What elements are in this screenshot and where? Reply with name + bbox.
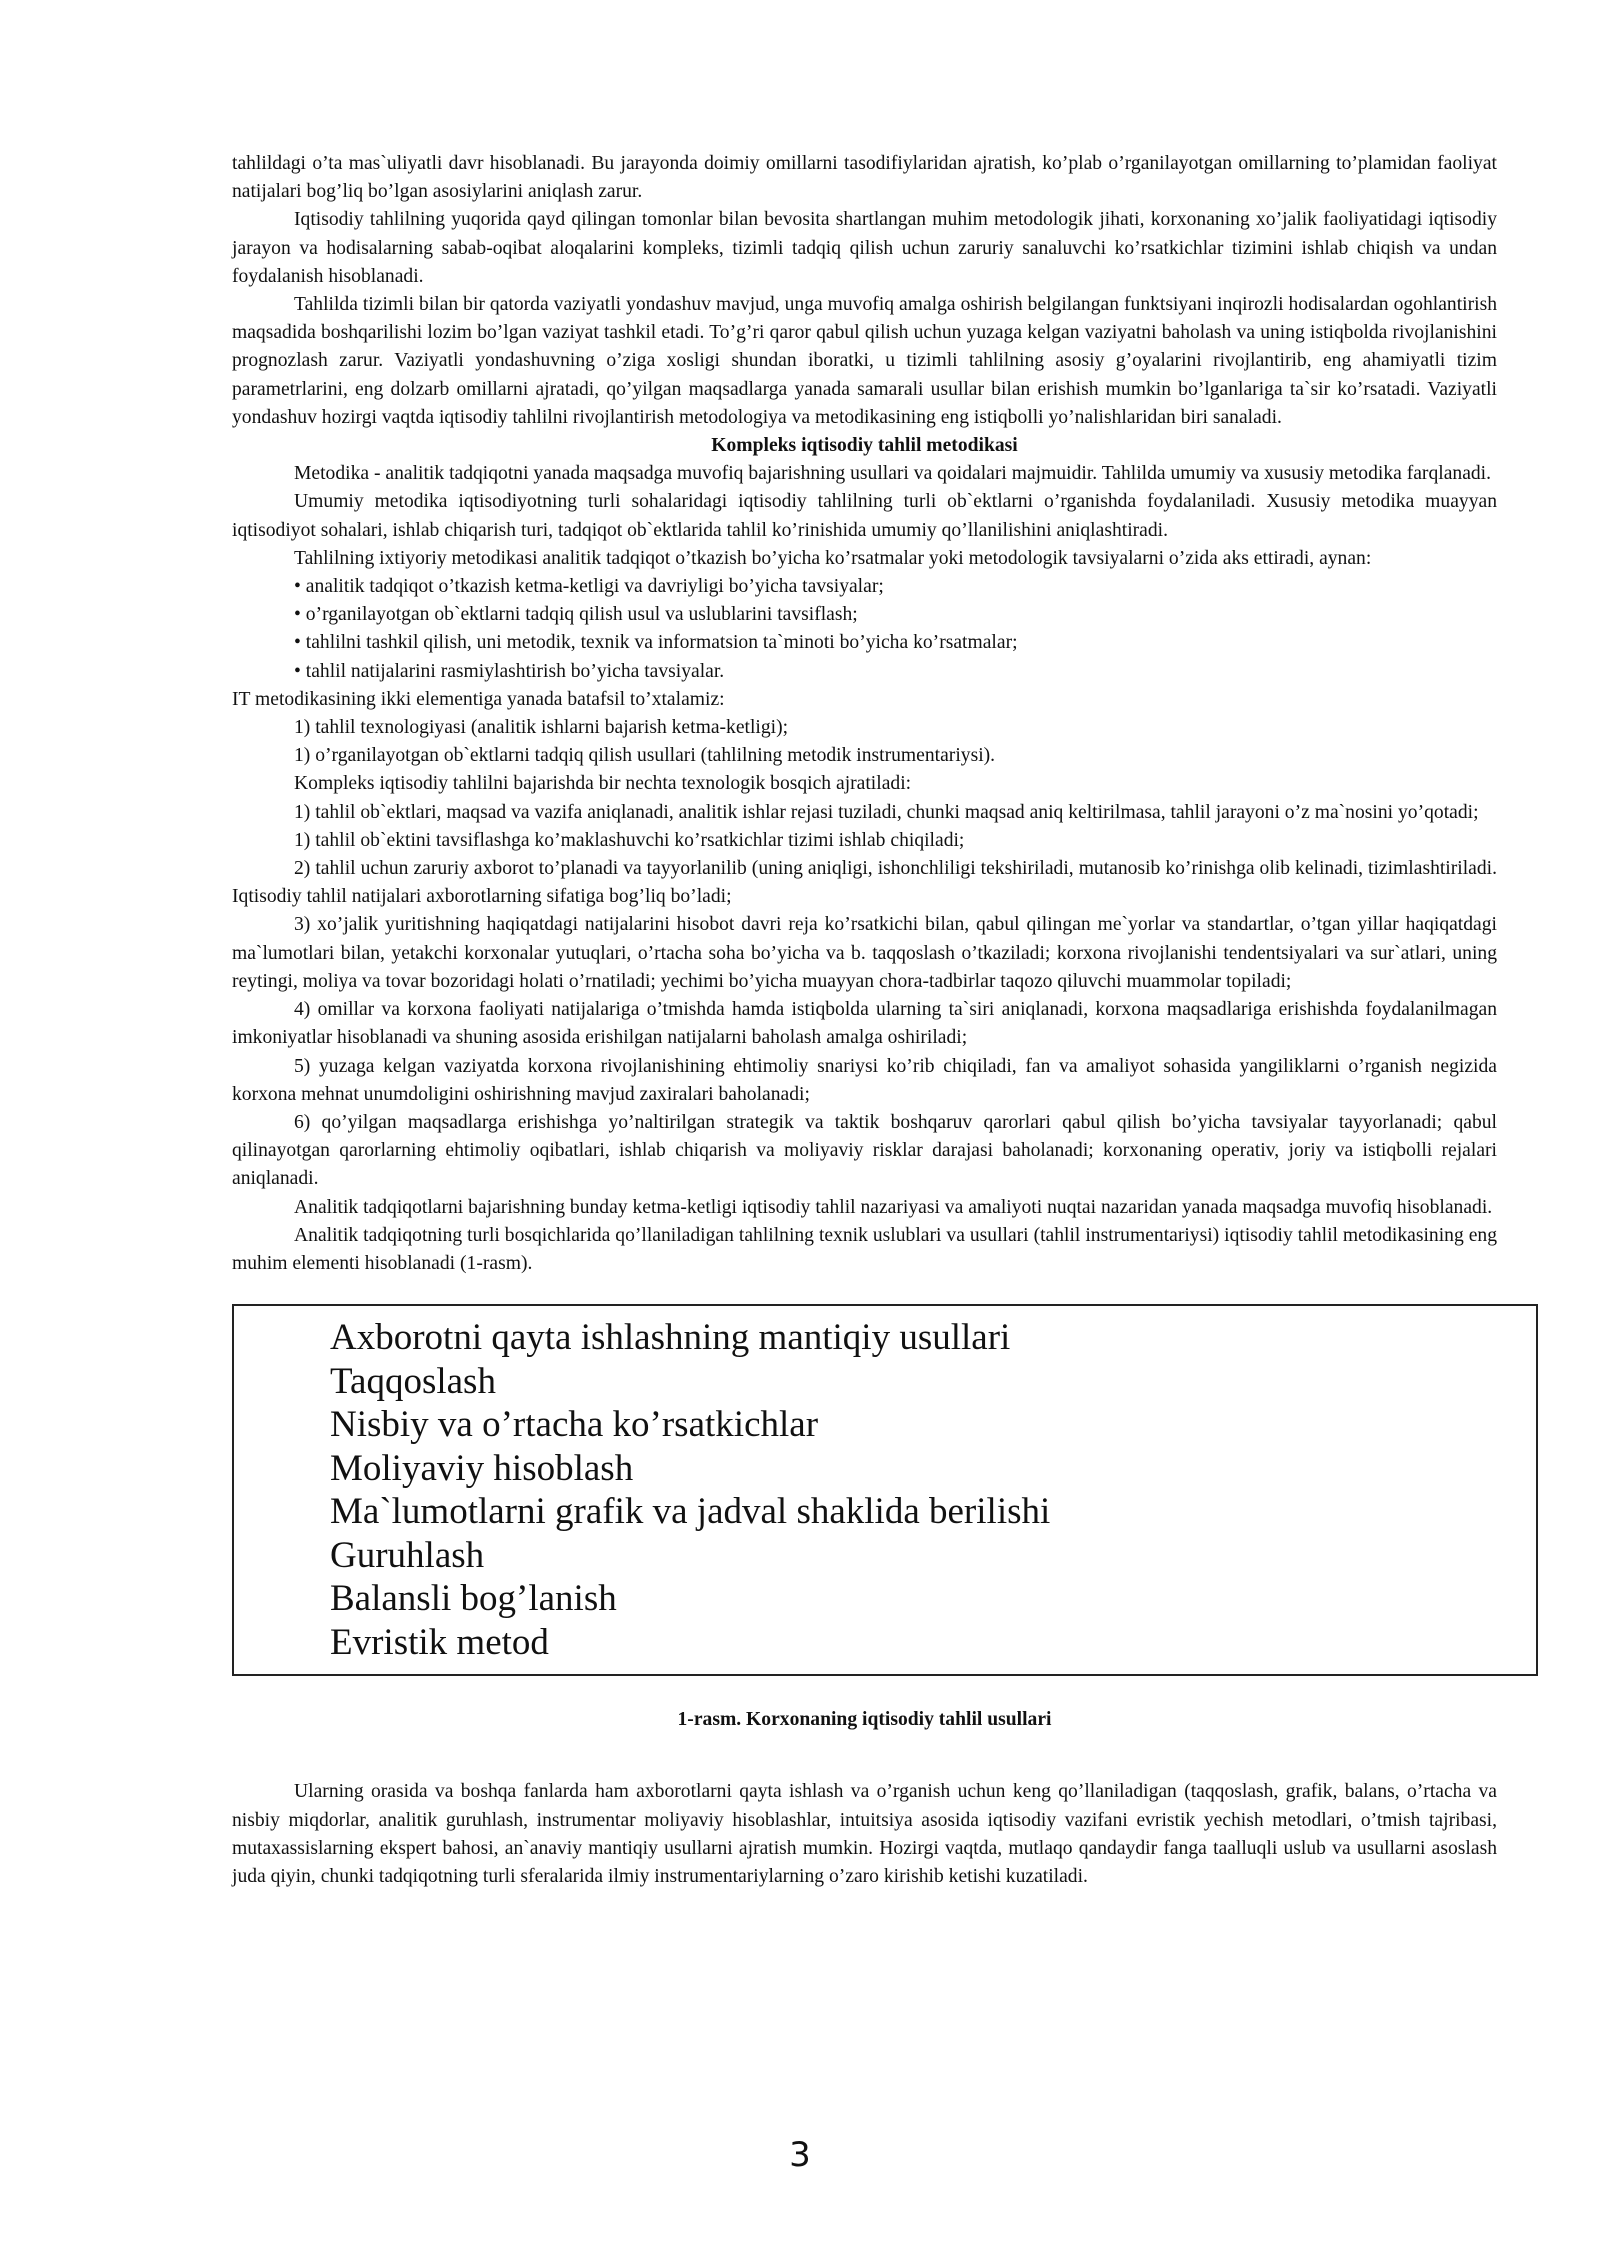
page-number: 3	[789, 2135, 811, 2175]
figure-caption: 1-rasm. Korxonaning iqtisodiy tahlil usullari	[677, 1709, 1052, 1731]
paragraph: 5) yuzaga kelgan vaziyatda korxona rivojlanishining ehtimoliy snariysi ko’rib chiqiladi, fan va amaliyot sohasida yangiliklarni o’rganish negizida korxona mehnat unumdoligini oshirishning mavjud zaxiralari baholanadi;	[232, 1055, 1497, 1105]
paragraph: Analitik tadqiqotning turli bosqichlarida qo’llaniladigan tahlilning texnik uslublari va usullari (tahlil instrumentariysi) iqtisodiy tahlil metodikasining eng muhim elementi hisoblanadi (1-rasm).	[232, 1224, 1497, 1274]
paragraph: 3) xo’jalik yuritishning haqiqatdagi natijalarini hisobot davri reja ko’rsatkichi bilan, qabul qilingan me`yorlar va standartlar, o’tgan yillar haqiqatdagi ma`lumotlari bilan, yetakchi korxonalar yutuqlari, o’rtacha soha bo’yicha va b. taqqoslash o’tkaziladi; korxona rivojlanishi tendentsiyalari va sur`atlari, uning reytingi, moliya va tovar bozoridagi holati o’rnatiladi; yechimi bo’yicha muayyan chora-tadbirlar taqozo qiluvchi muammolar topiladi;	[232, 914, 1497, 992]
paragraph: 2) tahlil uchun zaruriy axborot to’planadi va tayyorlanilib (uning aniqligi, ishonchliligi tekshiriladi, mutanosib ko’rinishga olib kelinadi, tizimlashtiriladi. Iqtisodiy tahlil natijalari axborotlarning sifatiga bog’liq bo’ladi;	[232, 858, 1497, 908]
figure-item: Axborotni qayta ishlashning mantiqiy usullari	[330, 1317, 1011, 1359]
list-item: 1) o’rganilayotgan ob`ektlarni tadqiq qilish usullari (tahlilning metodik instrumentariysi).	[294, 745, 996, 767]
paragraph: 6) qo’yilgan maqsadlarga erishishga yo’naltirilgan strategik va taktik boshqaruv qarorlari qabul qilish bo’yicha tavsiyalar tayyorlanadi; qabul qilinayotgan qarorlarning ehtimoliy oqibatlari, ishlab chiqarish va moliyaviy risklar darajasi baholanadi; korxonaning operativ, joriy va istiqbolli rejalari aniqlanadi.	[232, 1111, 1497, 1190]
list-item: 1) tahlil texnologiyasi (analitik ishlarni bajarish ketma-ketligi);	[294, 717, 789, 739]
figure-item: Balansli bog’lanish	[330, 1578, 617, 1620]
paragraph: 1) tahlil ob`ektini tavsiflashga ko’maklashuvchi ko’rsatkichlar tizimi ishlab chiqiladi;	[294, 829, 965, 851]
paragraph: Kompleks iqtisodiy tahlilni bajarishda bir nechta texnologik bosqich ajratiladi:	[294, 773, 912, 795]
paragraph: Iqtisodiy tahlilning yuqorida qayd qilingan tomonlar bilan bevosita shartlangan muhim metodologik jihati, korxonaning xo’jalik faoliyatidagi iqtisodiy jarayon va hodisalarning sabab-oqibat aloqalarini kompleks, tizimli tadqiq qilish uchun zaruriy sanaluvchi ko’rsatkichlar tizimini ishlab chiqish va undan foydalanish hisoblanadi.	[232, 209, 1497, 287]
section-heading: Kompleks iqtisodiy tahlil metodikasi	[711, 435, 1018, 457]
figure-item: Ma`lumotlarni grafik va jadval shaklida berilishi	[330, 1491, 1051, 1533]
paragraph: Tahlilda tizimli bilan bir qatorda vaziyatli yondashuv mavjud, unga muvofiq amalga oshirish belgilangan funktsiyani inqirozli hodisalardan ogohlantirish maqsadida boshqarilishi lozim bo’lgan vaziyat tashkil etadi. To’g’ri qaror qabul qilish uchun yuzaga kelgan vaziyatni baholash va uning istiqbolda rivojlanishini prognozlash zarur. Vaziyatli yondashuvning o’ziga xosligi shundan iboratki, u tizimli tahlilning asosiy g’oyalarini rivojlantirib, eng ahamiyatli tizim parametrlarini, eng dolzarb omillarni ajratadi, qo’yilgan maqsadlarga yanada samarali usullar bilan erishish mumkin bo’lganlariga ta`sir ko’rsatadi. Vaziyatli yondashuv hozirgi vaqtda iqtisodiy tahlilni rivojlantirish metodologiya va metodikasining eng istiqbolli yo’nalishlaridan biri sanaladi.	[232, 294, 1497, 428]
bullet-item: • tahlilni tashkil qilish, uni metodik, texnik va informatsion ta`minoti bo’yicha ko’rsatmalar;	[294, 632, 1018, 654]
paragraph: IT metodikasining ikki elementiga yanada batafsil to’xtalamiz:	[232, 688, 725, 710]
paragraph: Tahlilning ixtiyoriy metodikasi analitik tadqiqot o’tkazish bo’yicha ko’rsatmalar yoki metodologik tavsiyalarni o’zida aks ettiradi, aynan:	[294, 547, 1372, 569]
paragraph: Umumiy metodika iqtisodiyotning turli sohalaridagi iqtisodiy tahlilning turli ob`ektlarni o’rganishda foydalaniladi. Xususiy metodika muayyan iqtisodiyot sohalari, ishlab chiqarish turi, tadqiqot ob`ektlarida tahlil ko’rinishida umumiy qo’llanilishini aniqlashtiradi.	[232, 491, 1497, 541]
paragraph: Metodika - analitik tadqiqotni yanada maqsadga muvofiq bajarishning usullari va qoidalari majmuidir. Tahlilda umumiy va xususiy metodika farqlanadi.	[294, 463, 1492, 485]
paragraph: 1) tahlil ob`ektlari, maqsad va vazifa aniqlanadi, analitik ishlar rejasi tuziladi, chunki maqsad aniq keltirilmasa, tahlil jarayoni o’z ma`nosini yo’qotadi;	[294, 801, 1479, 823]
paragraph: Ularning orasida va boshqa fanlarda ham axborotlarni qayta ishlash va o’rganish uchun keng qo’llaniladigan (taqqoslash, grafik, balans, o’rtacha va nisbiy miqdorlar, analitik guruhlash, instrumentar moliyaviy hisoblashlar, intuitsiya asosida iqtisodiy vazifani evristik yechish metodlari, o’tmish tajribasi, mutaxassislarning ekspert bahosi, an`anaviy mantiqiy usullarni ajratish mumkin. Hozirgi vaqtda, mutlaqo qandaydir fanga taalluqli uslub va usullarni asoslash juda qiyin, chunki tadqiqotning turli sferalarida ilmiy instrumentariylarning o’zaro kirishib ketishi kuzatiladi.	[232, 1781, 1497, 1887]
paragraph: Analitik tadqiqotlarni bajarishning bunday ketma-ketligi iqtisodiy tahlil nazariyasi va amaliyoti nuqtai nazaridan yanada maqsadga muvofiq hisoblanadi.	[294, 1196, 1493, 1218]
figure-item: Moliyaviy hisoblash	[330, 1447, 634, 1489]
figure-item: Guruhlash	[330, 1534, 485, 1576]
figure-item: Taqqoslash	[330, 1360, 496, 1402]
bullet-item: • tahlil natijalarini rasmiylashtirish bo’yicha tavsiyalar.	[294, 660, 725, 682]
document-page	[232, 150, 1497, 1891]
bullet-item: • analitik tadqiqot o’tkazish ketma-ketligi va davriyligi bo’yicha tavsiyalar;	[294, 576, 884, 598]
bullet-item: • o’rganilayotgan ob`ektlarni tadqiq qilish usul va uslublarini tavsiflash;	[294, 604, 858, 626]
paragraph: tahlildagi o’ta mas`uliyatli davr hisoblanadi. Bu jarayonda doimiy omillarni tasodifiylaridan ajratish, ko’plab o’rganilayotgan omillarning to’plamidan faoliyat natijalari bog’liq bo’lgan asosiylarini aniqlash zarur.	[232, 153, 1497, 203]
body-text	[232, 150, 1497, 1278]
paragraph: 4) omillar va korxona faoliyati natijalariga o’tmishda hamda istiqbolda ularning ta`siri aniqlanadi, korxona maqsadlariga erishishda foydalanilmagan imkoniyatlar hisoblanadi va shuning asosida erishilgan natijalarni baholash amalga oshiriladi;	[232, 999, 1497, 1049]
figure-item: Nisbiy va o’rtacha ko’rsatkichlar	[330, 1404, 819, 1446]
figure-methods-box	[232, 1304, 1538, 1676]
figure-item: Evristik metod	[330, 1621, 549, 1663]
